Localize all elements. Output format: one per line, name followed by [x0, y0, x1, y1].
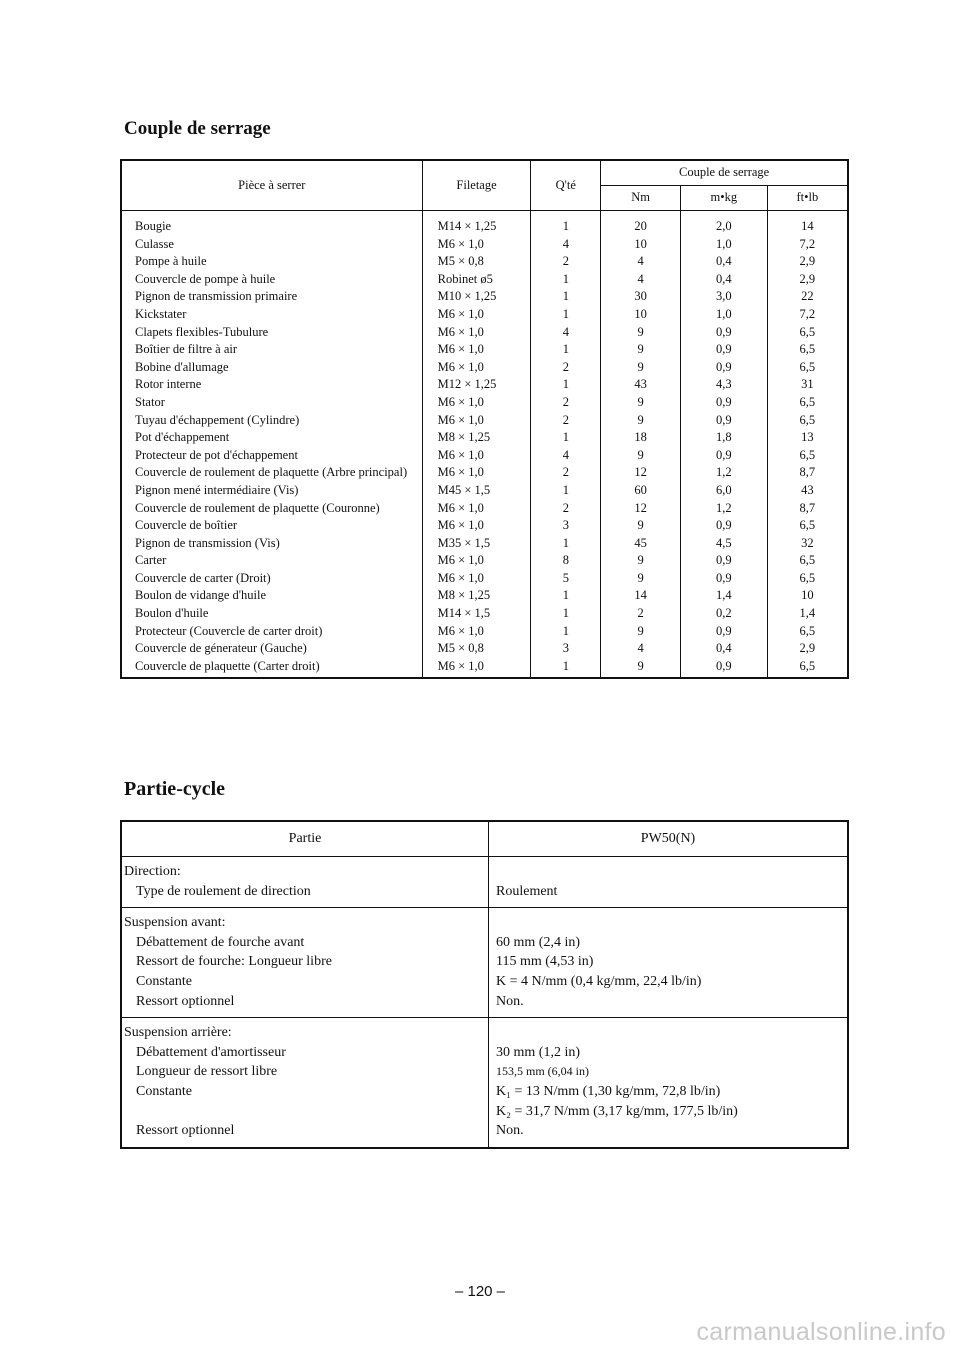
thread-cell: M6 × 1,0 — [422, 570, 531, 588]
table-row — [121, 341, 848, 359]
chassis-section-title: Partie-cycle — [124, 778, 226, 800]
piece-cell: Rotor interne — [121, 376, 422, 394]
qty-cell: 3 — [531, 640, 601, 658]
table-row — [121, 394, 848, 412]
piece-cell: Pignon de transmission (Vis) — [121, 535, 422, 553]
nm-cell: 14 — [601, 587, 681, 605]
rear-spring-label: Longueur de ressort libre — [136, 1064, 278, 1080]
nm-cell: 45 — [601, 535, 681, 553]
table-row — [121, 376, 848, 394]
nm-cell: 4 — [601, 640, 681, 658]
front-spring-label: Ressort de fourche: Longueur libre — [136, 954, 332, 970]
table-row — [121, 324, 848, 342]
rear-travel-label: Débattement d'amortisseur — [136, 1044, 286, 1060]
ftlb-cell: 6,5 — [767, 623, 848, 641]
front-suspension-labels — [121, 908, 489, 1018]
ftlb-cell: 31 — [767, 376, 848, 394]
piece-cell: Couvercle de boîtier — [121, 517, 422, 535]
header-partie: Partie — [121, 821, 489, 857]
direction-group-label: Direction: — [124, 864, 181, 879]
steering-bearing-value: Roulement — [496, 883, 558, 899]
qty-cell: 1 — [531, 376, 601, 394]
table-row — [121, 359, 848, 377]
front-travel-value: 60 mm (2,4 in) — [496, 934, 580, 950]
qty-cell: 1 — [531, 429, 601, 447]
front-travel-label: Débattement de fourche avant — [136, 934, 305, 950]
qty-cell: 2 — [531, 394, 601, 412]
thread-cell: M45 × 1,5 — [422, 482, 531, 500]
ftlb-cell: 6,5 — [767, 570, 848, 588]
thread-cell: M8 × 1,25 — [422, 429, 531, 447]
mkg-cell: 0,9 — [680, 324, 767, 342]
nm-cell: 4 — [601, 271, 681, 289]
thread-cell: M12 × 1,25 — [422, 376, 531, 394]
piece-cell: Tuyau d'échappement (Cylindre) — [121, 412, 422, 430]
qty-cell: 1 — [531, 271, 601, 289]
piece-cell: Culasse — [121, 236, 422, 254]
thread-cell: M14 × 1,25 — [422, 211, 531, 236]
nm-cell: 9 — [601, 341, 681, 359]
table-row — [121, 640, 848, 658]
nm-cell: 12 — [601, 500, 681, 518]
thread-cell: M6 × 1,0 — [422, 500, 531, 518]
ftlb-cell: 2,9 — [767, 640, 848, 658]
nm-cell: 9 — [601, 324, 681, 342]
nm-cell: 9 — [601, 658, 681, 679]
header-mkg: m•kg — [680, 186, 767, 211]
ftlb-cell: 6,5 — [767, 658, 848, 679]
torque-table — [120, 159, 849, 679]
piece-cell: Pignon mené intermédiaire (Vis) — [121, 482, 422, 500]
table-row — [121, 857, 848, 908]
ftlb-cell: 14 — [767, 211, 848, 236]
piece-cell: Couvercle de pompe à huile — [121, 271, 422, 289]
page-number: – 120 – — [454, 1283, 506, 1300]
direction-values — [489, 857, 849, 908]
qty-cell: 1 — [531, 623, 601, 641]
piece-cell: Boîtier de filtre à air — [121, 341, 422, 359]
ftlb-cell: 7,2 — [767, 306, 848, 324]
piece-cell: Protecteur (Couvercle de carter droit) — [121, 623, 422, 641]
nm-cell: 10 — [601, 236, 681, 254]
thread-cell: M14 × 1,5 — [422, 605, 531, 623]
piece-cell: Bobine d'allumage — [121, 359, 422, 377]
thread-cell: Robinet ø5 — [422, 271, 531, 289]
thread-cell: M6 × 1,0 — [422, 306, 531, 324]
qty-cell: 1 — [531, 211, 601, 236]
front-rate-value: K = 4 N/mm (0,4 kg/mm, 22,4 lb/in) — [496, 973, 702, 989]
header-ftlb: ft•lb — [767, 186, 848, 211]
piece-cell: Pot d'échappement — [121, 429, 422, 447]
header-piece: Pièce à serrer — [121, 160, 422, 211]
ftlb-cell: 7,2 — [767, 236, 848, 254]
nm-cell: 12 — [601, 464, 681, 482]
ftlb-cell: 6,5 — [767, 447, 848, 465]
mkg-cell: 1,2 — [680, 500, 767, 518]
qty-cell: 1 — [531, 288, 601, 306]
thread-cell: M10 × 1,25 — [422, 288, 531, 306]
ftlb-cell: 2,9 — [767, 253, 848, 271]
thread-cell: M6 × 1,0 — [422, 236, 531, 254]
nm-cell: 18 — [601, 429, 681, 447]
rear-suspension-values — [489, 1018, 849, 1148]
ftlb-cell: 6,5 — [767, 341, 848, 359]
table-row — [121, 306, 848, 324]
table-row — [121, 464, 848, 482]
table-row — [121, 658, 848, 679]
piece-cell: Boulon de vidange d'huile — [121, 587, 422, 605]
mkg-cell: 0,4 — [680, 640, 767, 658]
mkg-cell: 0,4 — [680, 253, 767, 271]
mkg-cell: 6,0 — [680, 482, 767, 500]
piece-cell: Kickstater — [121, 306, 422, 324]
nm-cell: 9 — [601, 552, 681, 570]
qty-cell: 1 — [531, 658, 601, 679]
nm-cell: 10 — [601, 306, 681, 324]
mkg-cell: 0,4 — [680, 271, 767, 289]
nm-cell: 43 — [601, 376, 681, 394]
nm-cell: 9 — [601, 517, 681, 535]
nm-cell: 9 — [601, 359, 681, 377]
mkg-cell: 0,9 — [680, 517, 767, 535]
table-row — [121, 587, 848, 605]
qty-cell: 1 — [531, 587, 601, 605]
qty-cell: 8 — [531, 552, 601, 570]
ftlb-cell: 8,7 — [767, 464, 848, 482]
qty-cell: 1 — [531, 535, 601, 553]
thread-cell: M5 × 0,8 — [422, 640, 531, 658]
rear-optional-spring-label: Ressort optionnel — [136, 1123, 235, 1139]
rear-suspension-labels — [121, 1018, 489, 1148]
piece-cell: Couvercle de carter (Droit) — [121, 570, 422, 588]
ftlb-cell: 6,5 — [767, 517, 848, 535]
mkg-cell: 0,9 — [680, 359, 767, 377]
table-row — [121, 253, 848, 271]
qty-cell: 4 — [531, 236, 601, 254]
ftlb-cell: 32 — [767, 535, 848, 553]
mkg-cell: 0,9 — [680, 623, 767, 641]
thread-cell: M6 × 1,0 — [422, 394, 531, 412]
ftlb-cell: 22 — [767, 288, 848, 306]
ftlb-cell: 2,9 — [767, 271, 848, 289]
table-row — [121, 288, 848, 306]
qty-cell: 3 — [531, 517, 601, 535]
piece-cell: Couvercle de roulement de plaquette (Arbre principal) — [121, 464, 422, 482]
ftlb-cell: 6,5 — [767, 359, 848, 377]
header-model: PW50(N) — [489, 821, 849, 857]
thread-cell: M8 × 1,25 — [422, 587, 531, 605]
qty-cell: 4 — [531, 447, 601, 465]
thread-cell: M6 × 1,0 — [422, 552, 531, 570]
nm-cell: 4 — [601, 253, 681, 271]
qty-cell: 1 — [531, 306, 601, 324]
mkg-cell: 0,9 — [680, 394, 767, 412]
rear-spring-value: 153,5 mm (6,04 in) — [496, 1064, 589, 1079]
nm-cell: 9 — [601, 570, 681, 588]
nm-cell: 9 — [601, 623, 681, 641]
piece-cell: Couvercle de plaquette (Carter droit) — [121, 658, 422, 679]
table-row — [121, 605, 848, 623]
table-row — [121, 517, 848, 535]
mkg-cell: 0,9 — [680, 552, 767, 570]
mkg-cell: 1,8 — [680, 429, 767, 447]
front-rate-label: Constante — [136, 973, 192, 989]
mkg-cell: 0,9 — [680, 341, 767, 359]
mkg-cell: 0,2 — [680, 605, 767, 623]
ftlb-cell: 6,5 — [767, 394, 848, 412]
table-row — [121, 908, 848, 1018]
piece-cell: Clapets flexibles-Tubulure — [121, 324, 422, 342]
ftlb-cell: 6,5 — [767, 324, 848, 342]
ftlb-cell: 10 — [767, 587, 848, 605]
piece-cell: Carter — [121, 552, 422, 570]
nm-cell: 2 — [601, 605, 681, 623]
thread-cell: M6 × 1,0 — [422, 447, 531, 465]
front-optional-spring-label: Ressort optionnel — [136, 993, 235, 1009]
table-row — [121, 500, 848, 518]
mkg-cell: 4,5 — [680, 535, 767, 553]
piece-cell: Protecteur de pot d'échappement — [121, 447, 422, 465]
rear-suspension-group-label: Suspension arrière: — [124, 1025, 232, 1041]
piece-cell: Pompe à huile — [121, 253, 422, 271]
thread-cell: M6 × 1,0 — [422, 359, 531, 377]
front-suspension-group-label: Suspension avant: — [124, 915, 226, 931]
ftlb-cell: 8,7 — [767, 500, 848, 518]
mkg-cell: 2,0 — [680, 211, 767, 236]
qty-cell: 2 — [531, 464, 601, 482]
piece-cell: Couvercle de roulement de plaquette (Couronne) — [121, 500, 422, 518]
header-filetage: Filetage — [422, 160, 531, 211]
table-row — [121, 482, 848, 500]
thread-cell: M6 × 1,0 — [422, 658, 531, 679]
mkg-cell: 1,4 — [680, 587, 767, 605]
front-suspension-values — [489, 908, 849, 1018]
thread-cell: M35 × 1,5 — [422, 535, 531, 553]
qty-cell: 5 — [531, 570, 601, 588]
rear-travel-value: 30 mm (1,2 in) — [496, 1044, 580, 1060]
thread-cell: M6 × 1,0 — [422, 412, 531, 430]
table-row — [121, 447, 848, 465]
mkg-cell: 1,0 — [680, 306, 767, 324]
mkg-cell: 0,9 — [680, 570, 767, 588]
header-couple: Couple de serrage — [601, 160, 848, 186]
thread-cell: M6 × 1,0 — [422, 341, 531, 359]
table-row — [121, 429, 848, 447]
thread-cell: M6 × 1,0 — [422, 464, 531, 482]
table-row — [121, 552, 848, 570]
table-row — [121, 535, 848, 553]
table-row — [121, 412, 848, 430]
table-row — [121, 570, 848, 588]
qty-cell: 2 — [531, 253, 601, 271]
piece-cell: Pignon de transmission primaire — [121, 288, 422, 306]
watermark: carmanualsonline.info — [696, 1318, 946, 1346]
qty-cell: 1 — [531, 605, 601, 623]
thread-cell: M5 × 0,8 — [422, 253, 531, 271]
nm-cell: 9 — [601, 394, 681, 412]
rear-rate-value-2: K₂ = 31,7 N/mm (3,17 kg/mm, 177,5 lb/in) — [496, 1103, 738, 1119]
ftlb-cell: 1,4 — [767, 605, 848, 623]
rear-rate-value-1: K₁ = 13 N/mm (1,30 kg/mm, 72,8 lb/in) — [496, 1083, 721, 1099]
steering-bearing-label: Type de roulement de direction — [136, 883, 311, 899]
ftlb-cell: 6,5 — [767, 412, 848, 430]
chassis-table — [120, 820, 849, 1149]
table-row — [121, 271, 848, 289]
mkg-cell: 4,3 — [680, 376, 767, 394]
qty-cell: 2 — [531, 359, 601, 377]
ftlb-cell: 6,5 — [767, 552, 848, 570]
nm-cell: 30 — [601, 288, 681, 306]
qty-cell: 1 — [531, 482, 601, 500]
table-row — [121, 1018, 848, 1148]
mkg-cell: 0,9 — [680, 412, 767, 430]
nm-cell: 20 — [601, 211, 681, 236]
header-qte: Q'té — [531, 160, 601, 211]
piece-cell: Couvercle de génerateur (Gauche) — [121, 640, 422, 658]
qty-cell: 2 — [531, 412, 601, 430]
qty-cell: 4 — [531, 324, 601, 342]
torque-section-title: Couple de serrage — [124, 118, 271, 139]
table-row — [121, 236, 848, 254]
piece-cell: Bougie — [121, 211, 422, 236]
table-row — [121, 211, 848, 236]
thread-cell: M6 × 1,0 — [422, 517, 531, 535]
nm-cell: 9 — [601, 412, 681, 430]
mkg-cell: 1,2 — [680, 464, 767, 482]
mkg-cell: 3,0 — [680, 288, 767, 306]
nm-cell: 9 — [601, 447, 681, 465]
piece-cell: Stator — [121, 394, 422, 412]
rear-optional-spring-value: Non. — [496, 1123, 524, 1139]
header-nm: Nm — [601, 186, 681, 211]
mkg-cell: 0,9 — [680, 447, 767, 465]
qty-cell: 2 — [531, 500, 601, 518]
ftlb-cell: 13 — [767, 429, 848, 447]
direction-labels — [121, 857, 489, 908]
mkg-cell: 1,0 — [680, 236, 767, 254]
table-row — [121, 623, 848, 641]
mkg-cell: 0,9 — [680, 658, 767, 679]
front-spring-value: 115 mm (4,53 in) — [496, 954, 594, 970]
qty-cell: 1 — [531, 341, 601, 359]
piece-cell: Boulon d'huile — [121, 605, 422, 623]
front-optional-spring-value: Non. — [496, 993, 524, 1009]
thread-cell: M6 × 1,0 — [422, 324, 531, 342]
nm-cell: 60 — [601, 482, 681, 500]
ftlb-cell: 43 — [767, 482, 848, 500]
torque-table-body — [121, 211, 848, 679]
thread-cell: M6 × 1,0 — [422, 623, 531, 641]
rear-rate-label: Constante — [136, 1083, 192, 1099]
